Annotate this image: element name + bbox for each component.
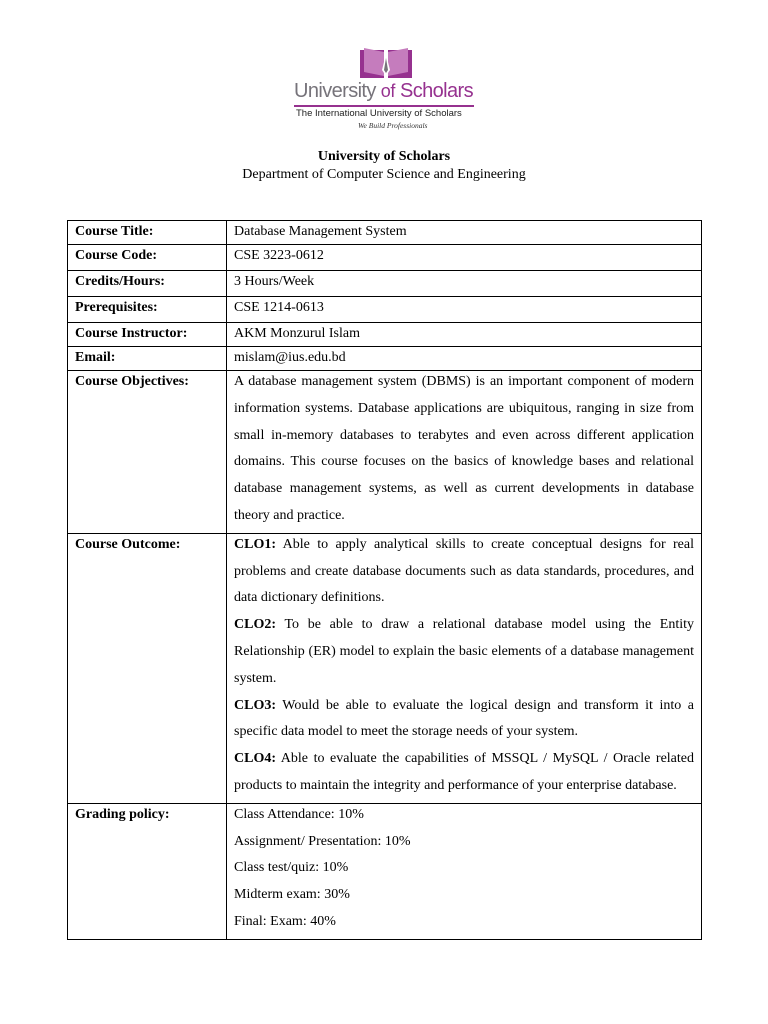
logo-subtitle: The International University of Scholars [296, 108, 462, 119]
objectives-text: A database management system (DBMS) is an important component of modern information systems. Database applications are ubiquitous, ranging in size from small in-memory databases to terabytes and even across different application domains. This course focuses on the basics of knowledge bases and relational database management systems, as well as current developments in database theory and practice. [234, 374, 694, 523]
credits-value: 3 Hours/Week [227, 271, 702, 297]
prerequisites-value: CSE 1214-0613 [227, 297, 702, 323]
table-row [68, 221, 702, 245]
logo-rule [294, 105, 474, 107]
logo-wordmark: University of Scholars [294, 80, 473, 102]
row-label: Course Code: [68, 245, 227, 271]
grading-cell [227, 803, 702, 939]
grading-item: Class test/quiz: 10% [234, 860, 349, 876]
course-info-table [67, 220, 702, 940]
university-logo [290, 42, 480, 132]
row-label: Grading policy: [68, 803, 227, 939]
clo-item: CLO1: Able to apply analytical skills to create conceptual designs for real problems and create database documents such as data standards, procedures, and data dictionary definitions. [234, 536, 694, 606]
course-title-value: Database Management System [227, 221, 702, 245]
clo-item: CLO3: Would be able to evaluate the logical design and transform it into a specific data model to meet the storage needs of your system. [234, 697, 694, 740]
table-row [68, 245, 702, 271]
row-label: Email: [68, 347, 227, 371]
book-pen-icon [358, 46, 414, 82]
logo-tagline: We Build Professionals [358, 121, 428, 130]
table-row [68, 297, 702, 323]
grading-item: Final: Exam: 40% [234, 913, 336, 929]
row-label: Prerequisites: [68, 297, 227, 323]
table-row [68, 371, 702, 534]
outcome-cell [227, 533, 702, 803]
course-code-value: CSE 3223-0612 [227, 245, 702, 271]
grading-item: Class Attendance: 10% [234, 806, 364, 822]
grading-item: Midterm exam: 30% [234, 887, 350, 903]
row-label: Course Instructor: [68, 323, 227, 347]
table-row [68, 347, 702, 371]
row-label: Course Title: [68, 221, 227, 245]
clo-item: CLO2: To be able to draw a relational database model using the Entity Relationship (ER) model to explain the basic elements of a database management system. [234, 617, 694, 686]
table-row [68, 533, 702, 803]
email-value: mislam@ius.edu.bd [227, 347, 702, 371]
row-label: Course Outcome: [68, 533, 227, 803]
table-row [68, 271, 702, 297]
row-label: Course Objectives: [68, 371, 227, 534]
clo-item: CLO4: Able to evaluate the capabilities of MSSQL / MySQL / Oracle related products to maintain the integrity and performance of your enterprise database. [234, 751, 694, 793]
grading-item: Assignment/ Presentation: 10% [234, 833, 411, 849]
row-label: Credits/Hours: [68, 271, 227, 297]
department-heading: Department of Computer Science and Engineering [242, 167, 526, 182]
objectives-cell [227, 371, 702, 534]
table-row [68, 803, 702, 939]
instructor-value: AKM Monzurul Islam [227, 323, 702, 347]
table-row [68, 323, 702, 347]
university-heading: University of Scholars [317, 149, 451, 164]
